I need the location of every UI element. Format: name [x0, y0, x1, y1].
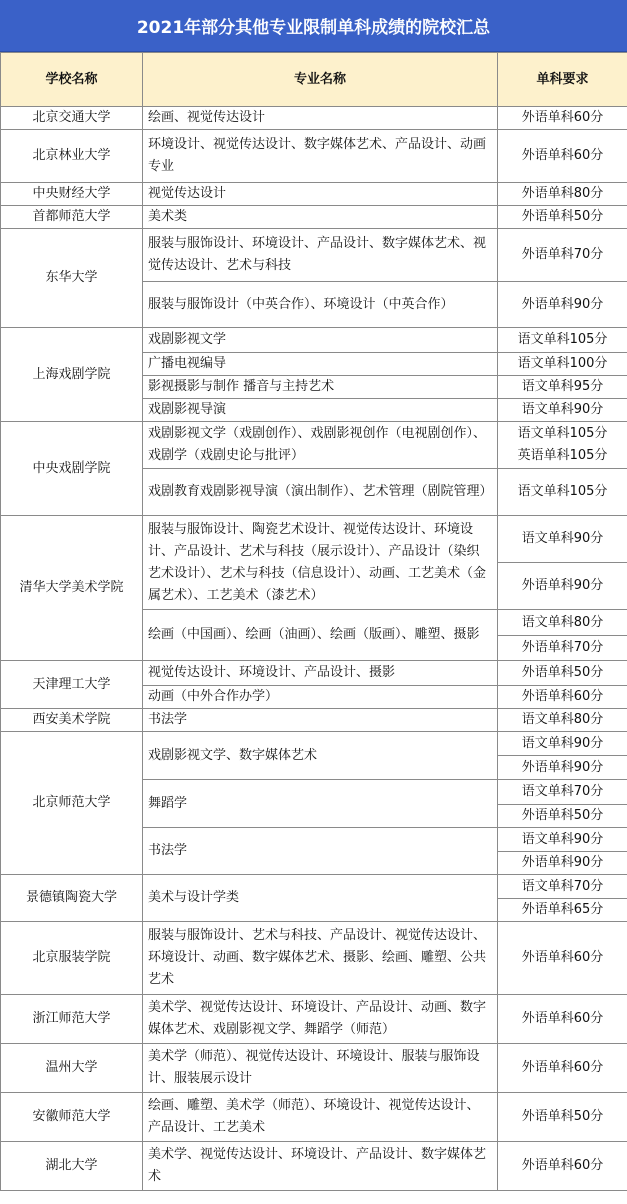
score-requirement: 外语单科50分 — [498, 805, 627, 828]
table-row — [1, 206, 627, 229]
score-requirement: 外语单科65分 — [498, 899, 627, 922]
school-name: 中央戏剧学院 — [1, 422, 143, 516]
score-requirement: 外语单科90分 — [498, 282, 627, 328]
table-header-row — [1, 53, 627, 107]
score-requirement: 外语单科50分 — [498, 206, 627, 229]
major-name: 服装与服饰设计、艺术与科技、产品设计、视觉传达设计、环境设计、动画、数字媒体艺术、摄影、绘画、雕塑、公共艺术 — [143, 922, 498, 995]
major-name: 戏剧影视文学（戏剧创作）、戏剧影视创作（电视剧创作）、戏剧学（戏剧史论与批评） — [143, 422, 498, 469]
table-row — [1, 328, 627, 353]
school-name: 北京师范大学 — [1, 732, 143, 875]
score-requirement: 外语单科50分 — [498, 1093, 627, 1142]
score-requirement: 外语单科60分 — [498, 1142, 627, 1191]
major-name: 绘画、视觉传达设计 — [143, 107, 498, 130]
table-row — [1, 130, 627, 183]
school-name: 东华大学 — [1, 229, 143, 328]
school-name: 清华大学美术学院 — [1, 516, 143, 661]
major-name: 服装与服饰设计、陶瓷艺术设计、视觉传达设计、环境设计、产品设计、艺术与科技（展示设计）、产品设计（染织艺术设计）、艺术与科技（信息设计）、动画、工艺美术（金属艺术）、工艺美术（漆艺术） — [143, 516, 498, 610]
score-requirement: 语文单科70分 — [498, 780, 627, 805]
major-name: 服装与服饰设计、环境设计、产品设计、数字媒体艺术、视觉传达设计、艺术与科技 — [143, 229, 498, 282]
header-requirement: 单科要求 — [498, 53, 627, 107]
score-requirement: 外语单科70分 — [498, 636, 627, 661]
table-row — [1, 995, 627, 1044]
school-name: 上海戏剧学院 — [1, 328, 143, 422]
major-name: 视觉传达设计 — [143, 183, 498, 206]
score-requirement: 语文单科80分 — [498, 610, 627, 636]
table-row — [1, 661, 627, 686]
score-requirement: 外语单科80分 — [498, 183, 627, 206]
major-name: 书法学 — [143, 709, 498, 732]
major-name: 美术类 — [143, 206, 498, 229]
school-name: 北京交通大学 — [1, 107, 143, 130]
major-name: 美术学、视觉传达设计、环境设计、产品设计、数字媒体艺术 — [143, 1142, 498, 1191]
school-name: 天津理工大学 — [1, 661, 143, 709]
score-requirement: 语文单科70分 — [498, 875, 627, 899]
score-requirement: 外语单科60分 — [498, 107, 627, 130]
score-requirement: 外语单科60分 — [498, 995, 627, 1044]
score-requirement: 语文单科105分 — [498, 328, 627, 353]
major-name: 美术学（师范）、视觉传达设计、环境设计、服装与服饰设计、服装展示设计 — [143, 1044, 498, 1093]
score-requirement: 语文单科90分 — [498, 732, 627, 756]
school-name: 西安美术学院 — [1, 709, 143, 732]
table-row — [1, 107, 627, 130]
score-requirement: 语文单科105分 — [498, 469, 627, 516]
score-requirement: 外语单科50分 — [498, 661, 627, 686]
major-name: 戏剧影视导演 — [143, 399, 498, 422]
score-requirement: 外语单科60分 — [498, 686, 627, 709]
major-name: 动画（中外合作办学） — [143, 686, 498, 709]
score-requirement: 外语单科90分 — [498, 756, 627, 780]
table-row — [1, 875, 627, 899]
school-name: 温州大学 — [1, 1044, 143, 1093]
major-name: 环境设计、视觉传达设计、数字媒体艺术、产品设计、动画专业 — [143, 130, 498, 183]
score-requirement: 外语单科70分 — [498, 229, 627, 282]
table-row — [1, 183, 627, 206]
major-name: 戏剧教育戏剧影视导演（演出制作）、艺术管理（剧院管理） — [143, 469, 498, 516]
table-row — [1, 1044, 627, 1093]
major-name: 戏剧影视文学 — [143, 328, 498, 353]
school-name: 景德镇陶瓷大学 — [1, 875, 143, 922]
table-row — [1, 732, 627, 756]
school-name: 安徽师范大学 — [1, 1093, 143, 1142]
score-requirement: 外语单科60分 — [498, 130, 627, 183]
school-name: 浙江师范大学 — [1, 995, 143, 1044]
score-requirement: 语文单科90分 — [498, 399, 627, 422]
table-row — [1, 709, 627, 732]
major-name: 绘画（中国画）、绘画（油画）、绘画（版画）、雕塑、摄影 — [143, 610, 498, 661]
header-major: 专业名称 — [143, 53, 498, 107]
major-name: 书法学 — [143, 828, 498, 875]
table-row — [1, 229, 627, 282]
major-name: 服装与服饰设计（中英合作）、环境设计（中英合作） — [143, 282, 498, 328]
score-requirement: 语文单科105分 英语单科105分 — [498, 422, 627, 469]
score-requirement: 外语单科60分 — [498, 922, 627, 995]
school-name: 北京林业大学 — [1, 130, 143, 183]
school-name: 北京服装学院 — [1, 922, 143, 995]
table-row — [1, 422, 627, 469]
score-requirement: 语文单科95分 — [498, 376, 627, 399]
major-name: 美术与设计学类 — [143, 875, 498, 922]
school-name: 湖北大学 — [1, 1142, 143, 1191]
major-name: 戏剧影视文学、数字媒体艺术 — [143, 732, 498, 780]
major-name: 广播电视编导 — [143, 353, 498, 376]
page-title: 2021年部分其他专业限制单科成绩的院校汇总 — [0, 0, 627, 52]
major-name: 绘画、雕塑、美术学（师范）、环境设计、视觉传达设计、产品设计、工艺美术 — [143, 1093, 498, 1142]
header-school: 学校名称 — [1, 53, 143, 107]
major-name: 影视摄影与制作 播音与主持艺术 — [143, 376, 498, 399]
score-requirement: 外语单科60分 — [498, 1044, 627, 1093]
score-table — [0, 52, 627, 1191]
table-row — [1, 922, 627, 995]
major-name: 美术学、视觉传达设计、环境设计、产品设计、动画、数字媒体艺术、戏剧影视文学、舞蹈学（师范） — [143, 995, 498, 1044]
table-row — [1, 1093, 627, 1142]
score-requirement: 语文单科90分 — [498, 828, 627, 852]
score-requirement: 语文单科90分 — [498, 516, 627, 563]
major-name: 视觉传达设计、环境设计、产品设计、摄影 — [143, 661, 498, 686]
table-row — [1, 516, 627, 563]
major-name: 舞蹈学 — [143, 780, 498, 828]
score-requirement: 外语单科90分 — [498, 563, 627, 610]
table-row — [1, 1142, 627, 1191]
school-name: 中央财经大学 — [1, 183, 143, 206]
school-name: 首都师范大学 — [1, 206, 143, 229]
score-requirement: 语文单科80分 — [498, 709, 627, 732]
score-requirement: 外语单科90分 — [498, 852, 627, 875]
score-requirement: 语文单科100分 — [498, 353, 627, 376]
